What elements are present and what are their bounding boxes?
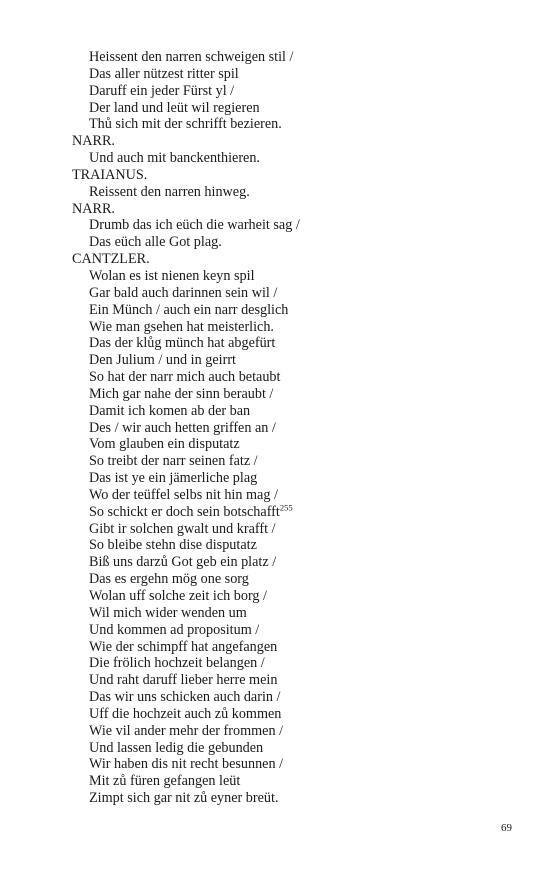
verse-text: Den Julium / und in geirrt — [89, 352, 236, 369]
verse-line — [72, 150, 512, 167]
verse-text: Das wir uns schicken auch darin / — [89, 689, 281, 706]
verse-line — [72, 790, 512, 807]
verse-text: Mich gar nahe der sinn beraubt / — [89, 385, 274, 402]
verse-text: Biß uns darzů Got geb ein platz / — [89, 554, 277, 571]
verse-text: Das eüch alle Got plag. — [89, 234, 222, 251]
verse-line — [72, 369, 512, 386]
verse-line — [72, 470, 512, 487]
verse-line — [72, 285, 512, 302]
verse-line — [72, 639, 512, 656]
verse-text: Wie man gsehen hat meisterlich. — [89, 318, 274, 335]
verse-text-block — [72, 49, 512, 807]
speaker-label — [72, 133, 512, 150]
verse-text: Heissent den narren schweigen stil / — [89, 49, 294, 65]
verse-line — [72, 723, 512, 740]
verse-line — [72, 386, 512, 403]
verse-text: Wir haben dis nit recht besunnen / — [89, 756, 284, 773]
verse-line — [72, 571, 512, 588]
verse-text: Und lassen ledig die gebunden — [89, 739, 264, 756]
verse-line — [72, 217, 512, 234]
footnote-marker: 255 — [279, 502, 293, 513]
verse-text: Des / wir auch hetten griffen an / — [89, 419, 276, 436]
verse-line — [72, 605, 512, 622]
verse-text: Und raht daruff lieber herre mein — [89, 672, 278, 689]
verse-text: Damit ich komen ab der ban — [89, 402, 251, 419]
verse-text: Drumb das ich eüch die warheit sag / — [89, 217, 300, 234]
verse-text: Das der klůg münch hat abgefürt — [89, 335, 276, 352]
verse-text: Wie der schimpff hat angefangen — [89, 638, 278, 655]
verse-line — [72, 234, 512, 251]
verse-line — [72, 622, 512, 639]
verse-text: Daruff ein jeder Fürst yl / — [89, 82, 235, 99]
speaker-label — [72, 201, 512, 218]
verse-line — [72, 66, 512, 83]
page-number: 69 — [501, 822, 512, 834]
verse-line — [72, 756, 512, 773]
verse-line — [72, 100, 512, 117]
verse-line — [72, 436, 512, 453]
verse-line — [72, 773, 512, 790]
speaker-label — [72, 167, 512, 184]
verse-text: So treibt der narr seinen fatz / — [89, 453, 258, 470]
verse-line — [72, 689, 512, 706]
verse-text: Mit zů füren gefangen leüt — [89, 773, 241, 790]
verse-text: So bleibe stehn dise disputatz — [89, 537, 257, 554]
verse-text: Das es ergehn mög one sorg — [89, 571, 249, 588]
verse-line — [72, 352, 512, 369]
verse-text: Reissent den narren hinweg. — [89, 183, 250, 200]
verse-line — [72, 521, 512, 538]
verse-line — [72, 268, 512, 285]
speaker-name: NARR. — [72, 200, 115, 217]
verse-line — [72, 116, 512, 133]
verse-text: Zimpt sich gar nit zů eyner breüt. — [89, 790, 279, 807]
verse-text: Wie vil ander mehr der frommen / — [89, 722, 284, 739]
verse-line — [72, 453, 512, 470]
verse-text: Der land und leüt wil regieren — [89, 99, 260, 116]
verse-text: So hat der narr mich auch betaubt — [89, 369, 281, 386]
speaker-name: TRAIANUS. — [72, 166, 148, 183]
verse-line — [72, 83, 512, 100]
verse-text: Das aller nützest ritter spil — [89, 65, 239, 82]
verse-text: Die frölich hochzeit belangen / — [89, 655, 265, 672]
speaker-name: NARR. — [72, 133, 115, 150]
verse-text: Wolan es ist nienen keyn spil — [89, 267, 255, 284]
verse-text: Gibt ir solchen gwalt und krafft / — [89, 520, 276, 537]
verse-line — [72, 554, 512, 571]
verse-line — [72, 706, 512, 723]
verse-text: Wo der teüffel selbs nit hin mag / — [89, 486, 278, 503]
verse-line — [72, 740, 512, 757]
verse-text: Uff die hochzeit auch zů kommen — [89, 705, 282, 722]
verse-line — [72, 184, 512, 201]
verse-text: Und kommen ad propositum / — [89, 621, 260, 638]
verse-line — [72, 302, 512, 319]
verse-line — [72, 537, 512, 554]
verse-line — [72, 504, 512, 521]
verse-text: Thů sich mit der schrifft bezieren. — [89, 116, 282, 133]
verse-line — [72, 319, 512, 336]
verse-text: Gar bald auch darinnen sein wil / — [89, 284, 278, 301]
verse-line — [72, 403, 512, 420]
verse-line — [72, 655, 512, 672]
verse-text: Ein Münch / auch ein narr desglich — [89, 301, 289, 318]
verse-text: Vom glauben ein disputatz — [89, 436, 240, 453]
verse-text: Wil mich wider wenden um — [89, 604, 247, 621]
speaker-name: CANTZLER. — [72, 251, 150, 268]
verse-line — [72, 49, 512, 66]
verse-line — [72, 672, 512, 689]
verse-text: So schickt er doch sein botschafft — [89, 503, 280, 520]
verse-text: Das ist ye ein jämerliche plag — [89, 470, 258, 487]
verse-text: Und auch mit banckenthieren. — [89, 150, 260, 167]
verse-line — [72, 335, 512, 352]
verse-line — [72, 588, 512, 605]
verse-line — [72, 420, 512, 437]
verse-text: Wolan uff solche zeit ich borg / — [89, 588, 267, 604]
speaker-label — [72, 251, 512, 268]
